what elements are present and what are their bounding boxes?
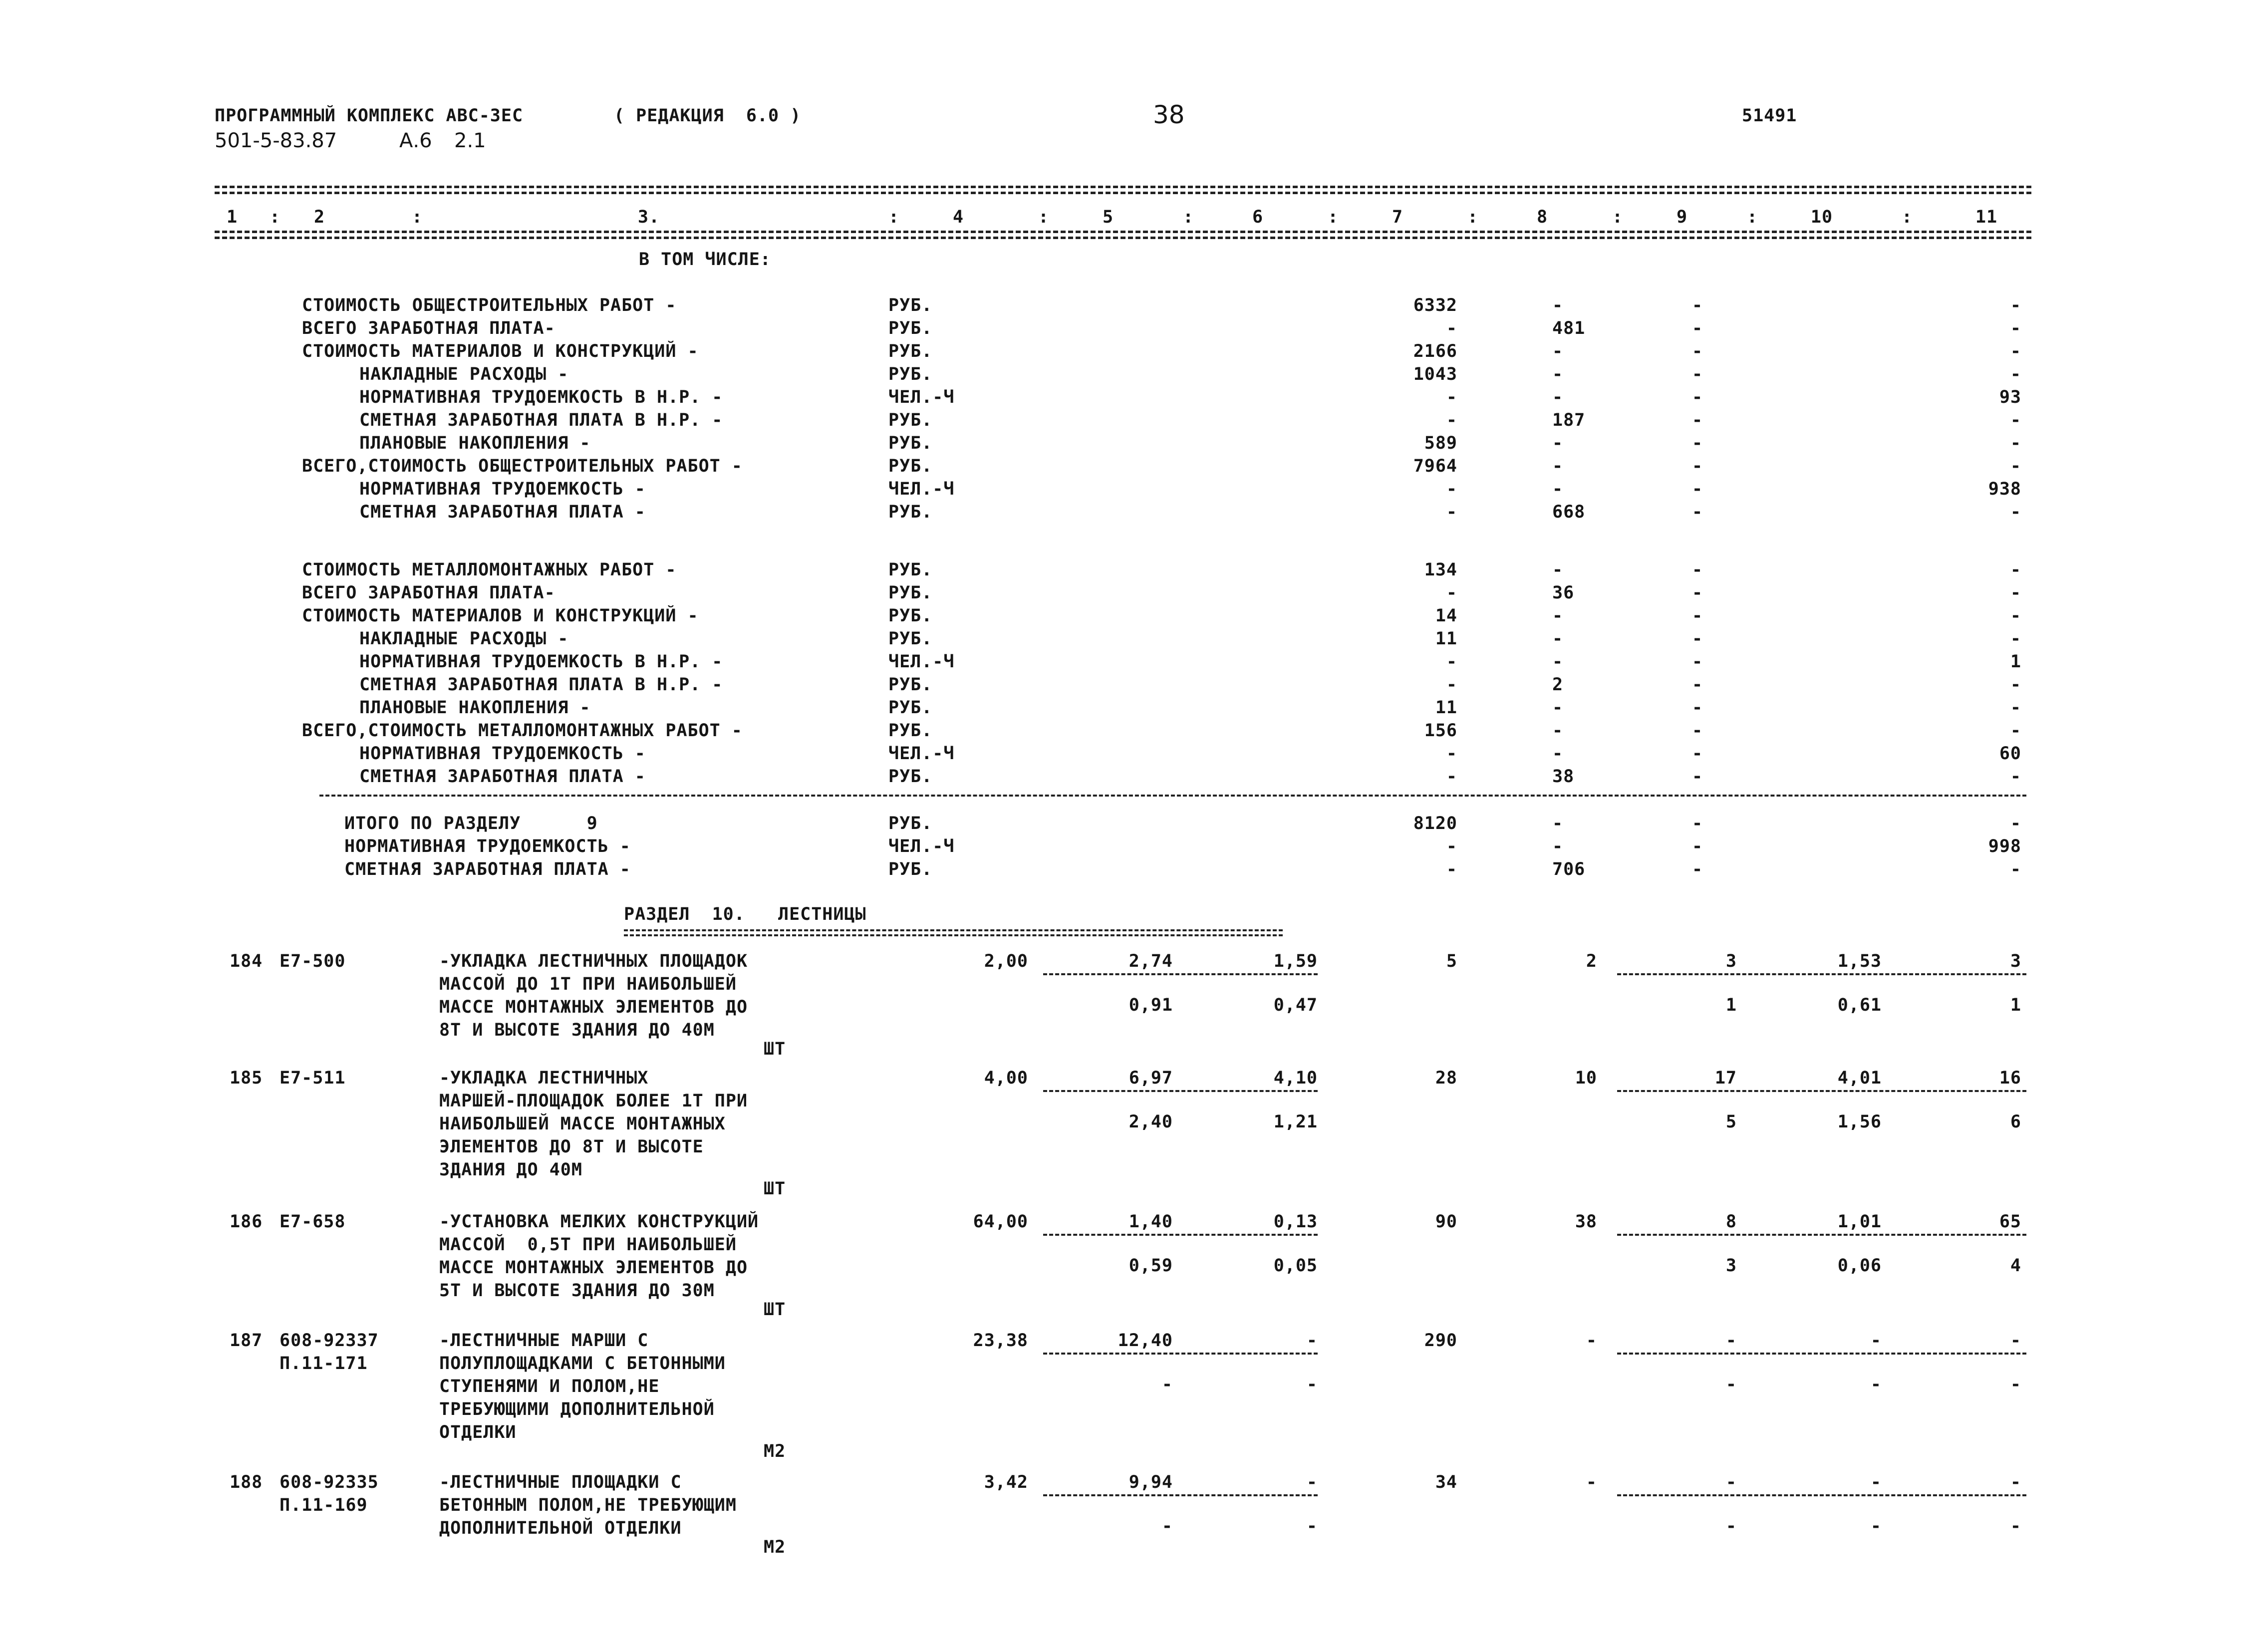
column-separator: : [1467,207,1479,227]
item-labour-total-lower: - [2010,1516,2021,1536]
item-split-rule [1043,973,1318,975]
item-total-wages: - [1586,1331,1597,1351]
column-number: 3. [637,207,660,227]
total-row-wages: - [1552,814,1564,833]
item-total-wages: 38 [1575,1212,1597,1232]
summary-row-labour: 938 [1988,479,2021,499]
program-title: ПРОГРАММНЫЙ КОМПЛЕКС АВС-ЗЕС [215,106,524,126]
total-row-machines: - [1692,836,1703,856]
summary-row-label: НАКЛАДНЫЕ РАСХОДЫ - [359,364,569,384]
summary-row-cost: - [1446,583,1457,603]
summary-row-wages: - [1552,698,1564,718]
summary-row-cost: 134 [1424,560,1457,580]
item-unit-cost: 9,94 [1128,1472,1173,1492]
summary-row-wages: 668 [1552,502,1586,522]
item-unit-cost-lower: 0,91 [1128,995,1173,1015]
summary-row-wages: 2 [1552,675,1564,695]
item-description: БЕТОННЫМ ПОЛОМ,НЕ ТРЕБУЮЩИМ [439,1495,737,1515]
item-total-wages: 10 [1575,1068,1597,1088]
item-description: ОТДЕЛКИ [439,1422,517,1442]
summary-row-label: СМЕТНАЯ ЗАРАБОТНАЯ ПЛАТА - [359,767,646,787]
total-row-cost: - [1446,859,1457,879]
summary-row-unit: ЧЕЛ.-Ч [888,744,955,764]
total-row-labour: 998 [1988,836,2021,856]
summary-row-unit: РУБ. [888,502,933,522]
item-labour-total-lower: 1 [2010,995,2021,1015]
item-description: ЭЛЕМЕНТОВ ДО 8Т И ВЫСОТЕ [439,1137,704,1157]
summary-row-labour: - [2010,502,2021,522]
summary-row-labour: - [2010,560,2021,580]
column-separator: : [412,207,423,227]
summary-row-machines: - [1692,606,1703,626]
item-machines: 17 [1714,1068,1737,1088]
summary-row-wages: - [1552,560,1564,580]
item-description: МАССОЙ ДО 1Т ПРИ НАИБОЛЬШЕЙ [439,974,737,994]
item-total-cost: 90 [1435,1212,1457,1232]
total-row-cost: - [1446,836,1457,856]
item-description: МАССОЙ 0,5Т ПРИ НАИБОЛЬШЕЙ [439,1235,737,1255]
summary-row-cost: 589 [1424,433,1457,453]
summary-row-labour: - [2010,410,2021,430]
item-split-rule [1617,1353,2026,1355]
summary-row-cost: 2166 [1413,341,1457,361]
item-total-wages: 2 [1586,951,1597,971]
item-total-cost: 290 [1424,1331,1457,1351]
item-unit: ШТ [764,1179,786,1199]
item-unit-wages: 4,10 [1273,1068,1318,1088]
summary-row-labour: 60 [1999,744,2021,764]
summary-row-labour: - [2010,456,2021,476]
item-unit: М2 [764,1441,786,1461]
header-rule-bottom [215,231,2031,233]
column-number: 9 [1676,207,1688,227]
summary-row-cost: - [1446,502,1457,522]
summary-row-machines: - [1692,560,1703,580]
summary-row-machines: - [1692,744,1703,764]
item-unit-cost: 1,40 [1128,1212,1173,1232]
summary-row-machines: - [1692,767,1703,787]
summary-row-label: ВСЕГО ЗАРАБОТНАЯ ПЛАТА- [302,583,556,603]
item-labour-unit-lower: - [1870,1516,1882,1536]
summary-row-labour: - [2010,629,2021,649]
item-description: 8Т И ВЫСОТЕ ЗДАНИЯ ДО 40М [439,1020,715,1040]
item-number: 187 [230,1331,263,1351]
header-rule-bottom-2 [215,237,2031,239]
item-labour-unit-lower: 1,56 [1837,1112,1882,1132]
column-number: 1 [226,207,238,227]
summary-row-cost: - [1446,479,1457,499]
item-description: ТРЕБУЮЩИМИ ДОПОЛНИТЕЛЬНОЙ [439,1399,715,1419]
item-number: 185 [230,1068,263,1088]
total-row-wages: - [1552,836,1564,856]
summary-row-labour: - [2010,364,2021,384]
summary-row-labour: - [2010,295,2021,315]
item-split-rule [1617,973,2026,975]
summary-row-label: ВСЕГО,СТОИМОСТЬ МЕТАЛЛОМОНТАЖНЫХ РАБОТ - [302,721,743,741]
summary-row-label: ПЛАНОВЫЕ НАКОПЛЕНИЯ - [359,433,591,453]
album-number: А.6 [399,129,432,152]
item-total-cost: 5 [1446,951,1457,971]
summary-row-machines: - [1692,410,1703,430]
summary-row-cost: 1043 [1413,364,1457,384]
item-unit-wages: - [1306,1472,1318,1492]
item-description: -УКЛАДКА ЛЕСТНИЧНЫХ [439,1068,649,1088]
summary-row-labour: 93 [1999,387,2021,407]
summary-row-label: НОРМАТИВНАЯ ТРУДОЕМКОСТЬ - [359,479,646,499]
item-unit-wages: - [1306,1331,1318,1351]
summary-row-unit: РУБ. [888,698,933,718]
item-code: 608-92337 [280,1331,379,1351]
item-unit-cost: 2,74 [1128,951,1173,971]
summary-row-unit: РУБ. [888,583,933,603]
summary-row-labour: - [2010,341,2021,361]
summary-row-machines: - [1692,295,1703,315]
item-labour-total: 3 [2010,951,2021,971]
summary-row-wages: 481 [1552,318,1586,338]
summary-row-cost: 11 [1435,629,1457,649]
total-row-labour: - [2010,859,2021,879]
item-number: 188 [230,1472,263,1492]
item-description: ПОЛУПЛОЩАДКАМИ С БЕТОННЫМИ [439,1354,726,1374]
item-description: 5Т И ВЫСОТЕ ЗДАНИЯ ДО 30М [439,1281,715,1301]
item-labour-total: 16 [1999,1068,2021,1088]
item-description: -ЛЕСТНИЧНЫЕ МАРШИ С [439,1331,649,1351]
item-quantity: 2,00 [984,951,1028,971]
summary-row-wages: - [1552,629,1564,649]
summary-row-machines: - [1692,502,1703,522]
document-reference: 501-5-83.87 [215,129,337,152]
summary-row-cost: - [1446,744,1457,764]
summary-row-wages: 36 [1552,583,1575,603]
summary-row-labour: - [2010,767,2021,787]
total-row-label: СМЕТНАЯ ЗАРАБОТНАЯ ПЛАТА - [344,859,631,879]
summary-row-unit: ЧЕЛ.-Ч [888,479,955,499]
item-machines: - [1725,1331,1737,1351]
item-quantity: 64,00 [973,1212,1028,1232]
summary-row-cost: - [1446,410,1457,430]
item-labour-unit: 1,53 [1837,951,1882,971]
summary-row-unit: РУБ. [888,295,933,315]
item-labour-total-lower: 4 [2010,1256,2021,1276]
column-separator: : [1328,207,1339,227]
total-row-unit: РУБ. [888,814,933,833]
item-description: МАРШЕЙ-ПЛОЩАДОК БОЛЕЕ 1Т ПРИ [439,1091,748,1111]
column-separator: : [1747,207,1758,227]
total-row-cost: 8120 [1413,814,1457,833]
item-labour-unit-lower: 0,06 [1837,1256,1882,1276]
summary-row-wages: - [1552,652,1564,672]
summary-row-label: СМЕТНАЯ ЗАРАБОТНАЯ ПЛАТА В Н.Р. - [359,410,723,430]
item-machines-lower: 5 [1725,1112,1737,1132]
summary-row-labour: - [2010,606,2021,626]
summary-row-cost: - [1446,318,1457,338]
item-code: П.11-171 [280,1354,368,1374]
item-labour-unit-lower: 0,61 [1837,995,1882,1015]
item-unit-wages: 1,59 [1273,951,1318,971]
summary-row-unit: РУБ. [888,433,933,453]
summary-row-labour: - [2010,675,2021,695]
item-unit-cost: 6,97 [1128,1068,1173,1088]
item-split-rule [1617,1494,2026,1496]
summary-row-label: НОРМАТИВНАЯ ТРУДОЕМКОСТЬ - [359,744,646,764]
summary-row-unit: РУБ. [888,456,933,476]
summary-row-cost: 156 [1424,721,1457,741]
item-code: Е7-658 [280,1212,346,1232]
summary-row-label: ВСЕГО,СТОИМОСТЬ ОБЩЕСТРОИТЕЛЬНЫХ РАБОТ - [302,456,743,476]
summary-row-unit: РУБ. [888,767,933,787]
item-total-cost: 28 [1435,1068,1457,1088]
item-code: Е7-500 [280,951,346,971]
item-labour-unit: 4,01 [1837,1068,1882,1088]
summary-row-labour: - [2010,721,2021,741]
item-code: П.11-169 [280,1495,368,1515]
item-unit-wages-lower: - [1306,1375,1318,1394]
item-unit-cost-lower: 2,40 [1128,1112,1173,1132]
summary-row-cost: - [1446,767,1457,787]
summary-row-labour: - [2010,698,2021,718]
item-total-wages: - [1586,1472,1597,1492]
item-unit-cost-lower: - [1161,1516,1173,1536]
summary-row-unit: ЧЕЛ.-Ч [888,387,955,407]
item-machines: 3 [1725,951,1737,971]
total-row-unit: РУБ. [888,859,933,879]
item-labour-unit: 1,01 [1837,1212,1882,1232]
item-split-rule [1043,1090,1318,1092]
summary-row-wages: - [1552,295,1564,315]
total-row-label: НОРМАТИВНАЯ ТРУДОЕМКОСТЬ - [344,836,631,856]
item-machines-lower: - [1725,1516,1737,1536]
item-labour-total: - [2010,1331,2021,1351]
item-split-rule [1043,1234,1318,1236]
total-row-unit: ЧЕЛ.-Ч [888,836,955,856]
summary-row-wages: 38 [1552,767,1575,787]
column-number: 8 [1536,207,1548,227]
summary-row-machines: - [1692,433,1703,453]
subsection-heading: В ТОМ ЧИСЛЕ: [639,250,771,270]
program-edition: ( РЕДАКЦИЯ 6.0 ) [614,106,802,126]
summary-row-labour: - [2010,318,2021,338]
item-description: СТУПЕНЯМИ И ПОЛОМ,НЕ [439,1377,660,1396]
summary-row-unit: РУБ. [888,364,933,384]
item-machines: 8 [1725,1212,1737,1232]
summary-row-wages: - [1552,456,1564,476]
item-description: -ЛЕСТНИЧНЫЕ ПЛОЩАДКИ С [439,1472,682,1492]
summary-row-machines: - [1692,387,1703,407]
summary-row-labour: - [2010,583,2021,603]
summary-row-wages: 187 [1552,410,1586,430]
item-split-rule [1617,1090,2026,1092]
summary-row-label: СМЕТНАЯ ЗАРАБОТНАЯ ПЛАТА - [359,502,646,522]
item-machines-lower: 3 [1725,1256,1737,1276]
item-description: -УСТАНОВКА МЕЛКИХ КОНСТРУКЦИЙ [439,1212,759,1232]
section-10-title-underline [624,929,1283,936]
summary-row-cost: - [1446,675,1457,695]
summary-row-wages: - [1552,364,1564,384]
item-description: МАССЕ МОНТАЖНЫХ ЭЛЕМЕНТОВ ДО [439,997,748,1017]
summary-row-unit: РУБ. [888,629,933,649]
summary-row-label: СТОИМОСТЬ ОБЩЕСТРОИТЕЛЬНЫХ РАБОТ - [302,295,677,315]
item-labour-total-lower: - [2010,1375,2021,1394]
summary-row-label: СТОИМОСТЬ МАТЕРИАЛОВ И КОНСТРУКЦИЙ - [302,341,699,361]
summary-row-machines: - [1692,721,1703,741]
summary-row-machines: - [1692,629,1703,649]
item-unit-cost-lower: - [1161,1375,1173,1394]
summary-row-machines: - [1692,698,1703,718]
summary-row-unit: РУБ. [888,560,933,580]
summary-row-label: СТОИМОСТЬ МЕТАЛЛОМОНТАЖНЫХ РАБОТ - [302,560,677,580]
summary-row-wages: - [1552,479,1564,499]
item-description: ДОПОЛНИТЕЛЬНОЙ ОТДЕЛКИ [439,1518,682,1538]
item-labour-total-lower: 6 [2010,1112,2021,1132]
item-unit: М2 [764,1537,786,1557]
column-separator: : [1612,207,1624,227]
summary-row-label: НОРМАТИВНАЯ ТРУДОЕМКОСТЬ В Н.Р. - [359,652,723,672]
column-number: 7 [1392,207,1403,227]
item-quantity: 23,38 [973,1331,1028,1351]
item-labour-total: - [2010,1472,2021,1492]
item-code: 608-92335 [280,1472,379,1492]
item-unit-wages-lower: 0,47 [1273,995,1318,1015]
item-description: -УКЛАДКА ЛЕСТНИЧНЫХ ПЛОЩАДОК [439,951,748,971]
summary-row-machines: - [1692,479,1703,499]
summary-row-label: ВСЕГО ЗАРАБОТНАЯ ПЛАТА- [302,318,556,338]
item-machines-lower: 1 [1725,995,1737,1015]
column-number: 5 [1102,207,1114,227]
summary-row-unit: РУБ. [888,606,933,626]
summary-row-unit: РУБ. [888,721,933,741]
item-code: Е7-511 [280,1068,346,1088]
column-number: 10 [1810,207,1833,227]
summary-row-machines: - [1692,652,1703,672]
item-quantity: 4,00 [984,1068,1028,1088]
summary-row-machines: - [1692,675,1703,695]
item-split-rule [1043,1494,1318,1496]
column-separator: : [1038,207,1050,227]
item-unit: ШТ [764,1300,786,1320]
column-separator: : [1183,207,1194,227]
item-machines-lower: - [1725,1375,1737,1394]
summary-row-unit: РУБ. [888,341,933,361]
summary-row-wages: - [1552,721,1564,741]
summary-row-wages: - [1552,606,1564,626]
item-unit-wages-lower: - [1306,1516,1318,1536]
summary-row-wages: - [1552,387,1564,407]
summary-row-machines: - [1692,364,1703,384]
summary-row-label: ПЛАНОВЫЕ НАКОПЛЕНИЯ - [359,698,591,718]
item-labour-unit: - [1870,1331,1882,1351]
summary-row-cost: 11 [1435,698,1457,718]
item-number: 186 [230,1212,263,1232]
item-unit-wages-lower: 0,05 [1273,1256,1318,1276]
summary-row-unit: РУБ. [888,318,933,338]
summary-row-wages: - [1552,744,1564,764]
totals-rule [319,795,2026,797]
summary-row-cost: 6332 [1413,295,1457,315]
summary-row-wages: - [1552,341,1564,361]
summary-row-label: НАКЛАДНЫЕ РАСХОДЫ - [359,629,569,649]
summary-row-cost: 14 [1435,606,1457,626]
item-labour-total: 65 [1999,1212,2021,1232]
summary-row-label: СМЕТНАЯ ЗАРАБОТНАЯ ПЛАТА В Н.Р. - [359,675,723,695]
header-rule-top-2 [215,192,2031,194]
item-description: ЗДАНИЯ ДО 40М [439,1160,582,1180]
item-description: МАССЕ МОНТАЖНЫХ ЭЛЕМЕНТОВ ДО [439,1258,748,1278]
item-machines: - [1725,1472,1737,1492]
column-number: 6 [1252,207,1264,227]
item-split-rule [1043,1353,1318,1355]
summary-row-wages: - [1552,433,1564,453]
item-unit-cost-lower: 0,59 [1128,1256,1173,1276]
total-row-machines: - [1692,814,1703,833]
item-unit-wages-lower: 1,21 [1273,1112,1318,1132]
item-description: НАИБОЛЬШЕЙ МАССЕ МОНТАЖНЫХ [439,1114,726,1134]
summary-row-labour: 1 [2010,652,2021,672]
summary-row-machines: - [1692,341,1703,361]
item-total-cost: 34 [1435,1472,1457,1492]
summary-row-cost: - [1446,387,1457,407]
item-quantity: 3,42 [984,1472,1028,1492]
summary-row-machines: - [1692,318,1703,338]
column-separator: : [888,207,900,227]
summary-row-unit: РУБ. [888,410,933,430]
summary-row-cost: 7964 [1413,456,1457,476]
summary-row-machines: - [1692,583,1703,603]
total-row-label: ИТОГО ПО РАЗДЕЛУ 9 [344,814,598,833]
summary-row-unit: РУБ. [888,675,933,695]
item-labour-unit-lower: - [1870,1375,1882,1394]
summary-row-unit: ЧЕЛ.-Ч [888,652,955,672]
header-rule-top [215,186,2031,188]
page-number: 38 [1153,100,1185,129]
summary-row-label: СТОИМОСТЬ МАТЕРИАЛОВ И КОНСТРУКЦИЙ - [302,606,699,626]
column-number: 11 [1975,207,1998,227]
summary-row-label: НОРМАТИВНАЯ ТРУДОЕМКОСТЬ В Н.Р. - [359,387,723,407]
item-unit-wages: 0,13 [1273,1212,1318,1232]
part-number: 2.1 [454,129,486,152]
item-unit-cost: 12,40 [1118,1331,1173,1351]
item-unit: ШТ [764,1039,786,1059]
column-separator: : [1902,207,1913,227]
item-number: 184 [230,951,263,971]
column-number: 4 [952,207,964,227]
column-number: 2 [313,207,325,227]
summary-row-machines: - [1692,456,1703,476]
summary-row-cost: - [1446,652,1457,672]
total-row-machines: - [1692,859,1703,879]
column-separator: : [270,207,281,227]
section-10-title: РАЗДЕЛ 10. ЛЕСТНИЦЫ [624,904,866,924]
document-number: 51491 [1742,106,1797,126]
item-labour-unit: - [1870,1472,1882,1492]
summary-row-labour: - [2010,433,2021,453]
total-row-wages: 706 [1552,859,1586,879]
item-split-rule [1617,1234,2026,1236]
total-row-labour: - [2010,814,2021,833]
